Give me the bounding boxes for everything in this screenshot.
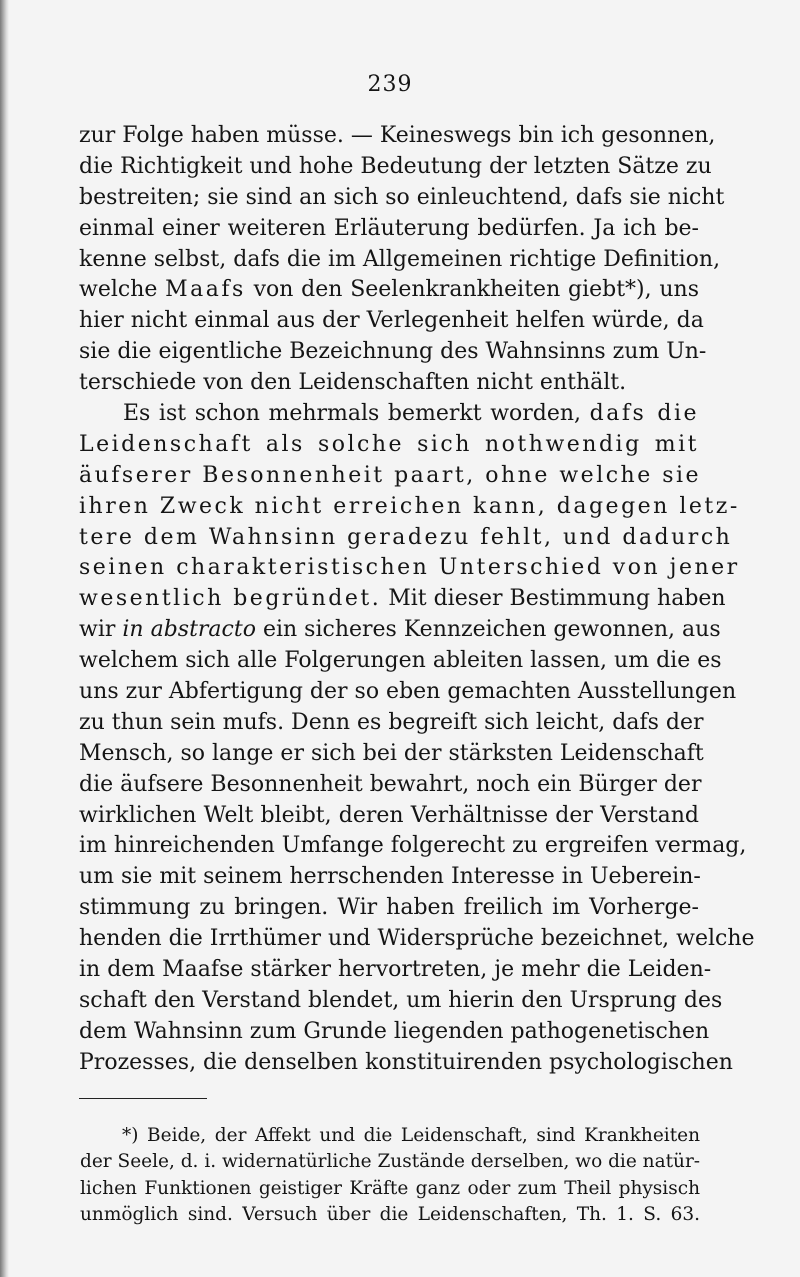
text-line	[79, 986, 723, 1017]
line-text: bestreiten; sie sind an sich so einleuchtend, dafs sie nicht	[79, 184, 725, 210]
text-line	[79, 862, 699, 893]
line-text: schaft den Verstand blendet, um hierin den Ursprung des	[79, 987, 723, 1013]
spaced-emphasis-text: seinen charakteristischen Unterschied von jener	[79, 555, 740, 581]
text-line	[79, 677, 737, 708]
line-text: zu thun sein mufs. Denn es begreift sich leicht, dafs der	[79, 709, 704, 735]
text-line	[79, 924, 755, 955]
text-line	[79, 399, 699, 430]
line-text: wirklichen Welt bleibt, deren Verhältnisse der Verstand	[79, 802, 699, 828]
footnote-line	[80, 1123, 700, 1149]
text-line	[79, 492, 740, 523]
line-text: in dem Maafse stärker hervortreten, je mehr die Leiden-	[79, 957, 712, 983]
line-text: welche	[79, 277, 166, 303]
text-line	[79, 584, 726, 615]
footnote-line	[80, 1176, 700, 1202]
line-text: terschiede von den Leidenschaften nicht enthält.	[79, 370, 627, 396]
line-text: henden die Irrthümer und Widersprüche bezeichnet, welche	[79, 926, 755, 952]
text-line	[79, 183, 725, 214]
spaced-emphasis-text: äufserer Besonnenheit paart, ohne welche sie	[79, 462, 702, 488]
line-text: die Richtigkeit und hohe Bedeutung der letzten Sätze zu	[79, 153, 712, 179]
text-line	[79, 275, 699, 306]
footnote-line	[80, 1202, 700, 1228]
text-line	[79, 1048, 733, 1079]
line-text: ein sicheres Kennzeichen gewonnen, aus	[255, 617, 721, 643]
spaced-emphasis-text: tere dem Wahnsinn geradezu fehlt, und dadurch	[79, 524, 733, 550]
line-text: sie die eigentliche Bezeichnung des Wahnsinns zum Un-	[79, 339, 707, 365]
text-line	[79, 831, 747, 862]
footnote-separator	[79, 1098, 207, 1099]
line-text: uns zur Abfertigung der so eben gemachten Ausstellungen	[79, 679, 737, 705]
page-number: 239	[367, 72, 413, 97]
text-line	[79, 770, 702, 801]
page-binding-edge	[0, 0, 9, 1277]
text-line	[79, 893, 699, 924]
line-text: hier nicht einmal aus der Verlegenheit helfen würde, da	[79, 308, 704, 334]
footnote-text: *) Beide, der Affekt und die Leidenschaft, sind Krankheiten	[122, 1125, 700, 1146]
line-text: die äufsere Besonnenheit bewahrt, noch ein Bürger der	[79, 771, 702, 797]
body-text	[79, 121, 755, 1079]
line-text: um sie mit seinem herrschenden Interesse in Ueberein-	[79, 864, 701, 890]
text-line	[79, 1017, 710, 1048]
text-line	[79, 615, 721, 646]
text-line	[79, 955, 712, 986]
text-line	[79, 245, 721, 276]
line-text: stimmung zu bringen. Wir haben freilich im Vorherge-	[79, 895, 699, 921]
text-line	[79, 152, 712, 183]
line-text: welchem sich alle Folgerungen ableiten lassen, um die es	[79, 648, 722, 674]
line-text: Mensch, so lange er sich bei der stärksten Leidenschaft	[79, 740, 704, 766]
text-line	[79, 801, 699, 832]
text-line	[79, 461, 702, 492]
line-text: kenne selbst, dafs die im Allgemeinen richtige Definition,	[79, 246, 721, 272]
spaced-emphasis-text: Leidenschaft als solche sich nothwendig mit	[79, 431, 699, 457]
footnote-text: der Seele, d. i. widernatürliche Zustände derselben, wo die natür-	[80, 1151, 701, 1173]
text-line	[79, 523, 733, 554]
footnote-text: unmöglich sind. Versuch über die Leidenschaften, Th. 1. S. 63.	[80, 1203, 700, 1225]
line-text: von den Seelenkrankheiten giebt*), uns	[245, 277, 699, 303]
text-line	[79, 214, 699, 245]
spaced-emphasis-text: ihren Zweck nicht erreichen kann, dagegen letz-	[79, 493, 740, 519]
spaced-emphasis-text: wesentlich begründet.	[79, 586, 382, 612]
line-text: Es ist schon mehrmals bemerkt worden,	[123, 401, 590, 427]
footnote-line	[80, 1149, 700, 1175]
text-line	[79, 121, 716, 152]
text-line	[79, 553, 740, 584]
italic-text: in abstracto	[122, 617, 256, 643]
text-line	[79, 306, 704, 337]
spaced-emphasis-text: dafs die	[589, 401, 699, 427]
line-text: im hinreichenden Umfange folgerecht zu ergreifen vermag,	[79, 833, 747, 859]
text-line	[79, 337, 707, 368]
footnote	[80, 1123, 700, 1228]
text-line	[79, 646, 722, 677]
line-text: einmal einer weiteren Erläuterung bedürfen. Ja ich be-	[79, 215, 699, 241]
line-text: wir	[79, 617, 123, 643]
text-line	[79, 368, 699, 399]
spaced-emphasis-text: Maafs	[165, 277, 246, 303]
line-text: Mit dieser Bestimmung haben	[381, 586, 726, 612]
line-text: zur Folge haben müsse. — Keineswegs bin ich gesonnen,	[79, 123, 716, 148]
line-text: dem Wahnsinn zum Grunde liegenden pathogenetischen	[79, 1018, 710, 1044]
line-text: Prozesses, die denselben konstituirenden psychologischen	[79, 1049, 733, 1075]
text-line	[79, 430, 699, 461]
footnote-text: lichen Funktionen geistiger Kräfte ganz oder zum Theil physisch	[80, 1177, 700, 1199]
text-line	[79, 739, 704, 770]
text-line	[79, 708, 704, 739]
